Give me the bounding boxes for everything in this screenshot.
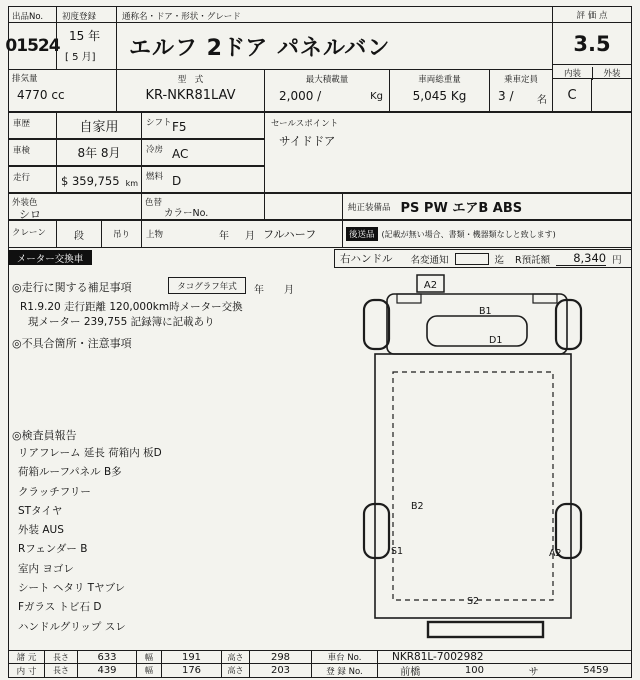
exterior-color-cell [8,193,142,220]
mileage-note-1: R1.9.20 走行距離 120,000km時メーター交換 [20,301,243,313]
report-item: Rフェンダー B [18,543,88,556]
capacity-value: 3 / [498,89,514,103]
first-reg-month: [ 5 月] [65,52,96,63]
report-item: 荷箱ルーフパネル B多 [18,466,122,479]
front-lamp-right [533,294,557,303]
exhibit-no: 01524 [8,22,57,70]
uwamono-month: 月 [245,230,256,242]
damage-label-s1: S1 [391,546,404,557]
windshield [427,316,527,346]
report-item: Fガラス トビ石 D [18,601,102,614]
crane-dan-cell: 段 [56,220,102,248]
damage-label-s2: S2 [467,596,480,607]
width-label: 幅 [136,650,162,664]
length-value: 633 [77,650,137,664]
blank-cell [264,193,343,220]
sales-point-box [264,112,632,193]
model-value: KR-NKR81LAV [145,88,236,103]
gross-weight-value: 5,045 Kg [412,89,467,103]
interior-label: 内装 [563,69,581,79]
registration-no-label: 登 録 No. [311,663,378,678]
capacity-unit: 名 [537,95,547,106]
tachograph-box: タコグラフ年式 [168,277,246,294]
ac-cell [141,139,265,166]
front-wheel-left [364,300,389,349]
color-change-label: 色替 [145,198,163,208]
displacement-cell [8,69,117,112]
displacement-value: 4770 cc [17,88,65,102]
equipment-value: PS PW エアB ABS [400,201,523,216]
shift-cell [141,112,265,139]
inspector-report-list [18,444,328,637]
tachograph-month: 月 [284,285,294,296]
color-no-label: カラーNo. [164,208,209,219]
report-item: 外装 AUS [18,524,64,537]
inner-height-label: 高さ [221,663,250,678]
reg-kana: サ [528,667,539,678]
mileage-unit: km [125,179,138,188]
max-load-cell [264,69,390,112]
exterior-label: 外装 [592,67,631,80]
ac-value: AC [172,147,189,161]
first-reg-label: 初度登録 [56,6,117,23]
max-load-value: 2,000 / [279,89,322,103]
reg-area: 前橋 [400,667,421,678]
cargo-box-outline [375,354,571,618]
vehicle-damage-diagram [345,270,632,650]
uwamono-label: 上物 [146,230,164,240]
deposit-value: 8,340 [556,251,606,266]
max-load-label: 最大積載量 [305,75,349,85]
reg-number: 5459 [583,665,609,676]
report-item: リアフレーム 延長 荷箱内 板D [18,447,162,459]
deposit-unit: 円 [612,254,622,266]
name-change-box [455,253,489,265]
tachograph-year: 年 [254,285,264,296]
fuel-label: 燃料 [146,172,164,182]
displacement-label: 排気量 [12,74,38,84]
made-label: 迄 [494,254,505,266]
report-item: クラッチフリー [18,485,91,498]
uwamono-value: フルハーフ [263,228,317,241]
model-label: 型 式 [177,75,204,85]
crane-label: クレーン [8,220,57,248]
report-item: STタイヤ [18,504,63,517]
report-item: シート ヘタリ Tヤブレ [18,582,126,595]
kousou-label: 後送品 [346,227,378,241]
gross-weight-label: 車両総重量 [418,75,461,85]
color-change-cell [141,193,265,220]
inner-dims-label: 内 寸 [8,663,45,678]
height-label: 高さ [221,650,250,664]
ac-label: 冷房 [146,145,164,155]
mileage-value: $ 359,755 [61,174,120,188]
report-item: ハンドルグリップ スレ [18,620,126,633]
chassis-no-value: NKR81L-7002982 [377,650,632,664]
mileage-note-2: 現メーター 239,755 記録簿に記載あり [28,316,215,328]
rear-bumper [428,622,543,637]
gross-weight-cell [389,69,490,112]
inner-width-label: 幅 [136,663,162,678]
capacity-cell [489,69,553,112]
width-value: 191 [161,650,222,664]
report-item: 室内 ヨゴレ [18,562,74,575]
fuel-cell [141,166,265,193]
damage-label-a2-top: A2 [423,280,438,291]
damage-label-b2: B2 [411,501,424,512]
score-value: 3.5 [552,22,632,65]
score-label: 評 価 点 [552,6,632,23]
sales-point-label: セールスポイント [271,119,339,129]
capacity-label: 乗車定員 [503,75,538,85]
exterior-color-label: 外装色 [12,198,38,208]
uwamono-cell [141,220,343,248]
sales-point-content: サイドドア [279,134,336,148]
inner-length-value: 439 [77,663,137,678]
equipment-label: 純正装備品 [348,202,391,213]
exhibit-no-label: 出品No. [8,6,57,23]
interior-grade: C [552,78,592,112]
mileage-cell [56,166,142,193]
exterior-grade [591,78,632,112]
supplement-title: ◎走行に関する補足事項 [12,281,132,294]
meter-exchange-badge: メーター交換車 [8,250,92,265]
interior-exterior-header [552,64,632,79]
equipment-cell [342,193,632,220]
reg-class: 100 [464,665,484,676]
uwamono-year: 年 [219,230,230,242]
crane-tsuri-cell: 吊り [101,220,142,248]
shift-label: シフト [146,118,172,128]
vehicle-title-label: 通称名・ドア・形状・グレード [116,6,553,23]
model-cell [116,69,265,112]
cargo-box-inner [393,372,553,600]
handle-row [334,249,632,268]
defect-title: ◎不具合箇所・注意事項 [12,337,132,350]
name-change-label: 名変通知 [410,254,449,266]
height-value: 298 [249,650,312,664]
kousou-note: (記載が無い場合、書類・機器類なしと致します) [381,229,556,239]
inspector-title: ◎検査員報告 [12,429,77,442]
kousou-cell [342,220,632,248]
chassis-no-label: 車台 No. [311,650,378,664]
first-reg-cell [56,22,117,70]
damage-label-d1: D1 [489,335,503,346]
specs-label: 諸 元 [8,650,45,664]
handle-type: 右ハンドル [340,253,393,265]
inspection-label: 車検 [8,139,57,166]
shift-value: F5 [172,120,187,134]
vehicle-title: エルフ 2ドア パネルバン [116,22,553,70]
front-wheel-right [556,300,581,349]
inspection-value: 8年 8月 [56,139,142,166]
damage-label-a2-right: A2 [549,548,562,559]
history-value: 自家用 [56,112,142,139]
fuel-value: D [172,174,182,188]
mileage-label: 走行 [8,166,57,193]
inner-height-value: 203 [249,663,312,678]
inner-length-label: 長さ [44,663,78,678]
length-label: 長さ [44,650,78,664]
max-load-unit: Kg [370,91,383,102]
history-label: 車歴 [8,112,57,139]
damage-label-b1: B1 [479,306,492,317]
inner-width-value: 176 [161,663,222,678]
deposit-label: R預託額 [515,254,551,266]
first-reg-year: 15 年 [69,29,101,43]
front-lamp-left [397,294,421,303]
registration-no-value [377,663,632,678]
rear-wheel-left [364,504,389,558]
exterior-color-value: シロ [19,208,41,221]
